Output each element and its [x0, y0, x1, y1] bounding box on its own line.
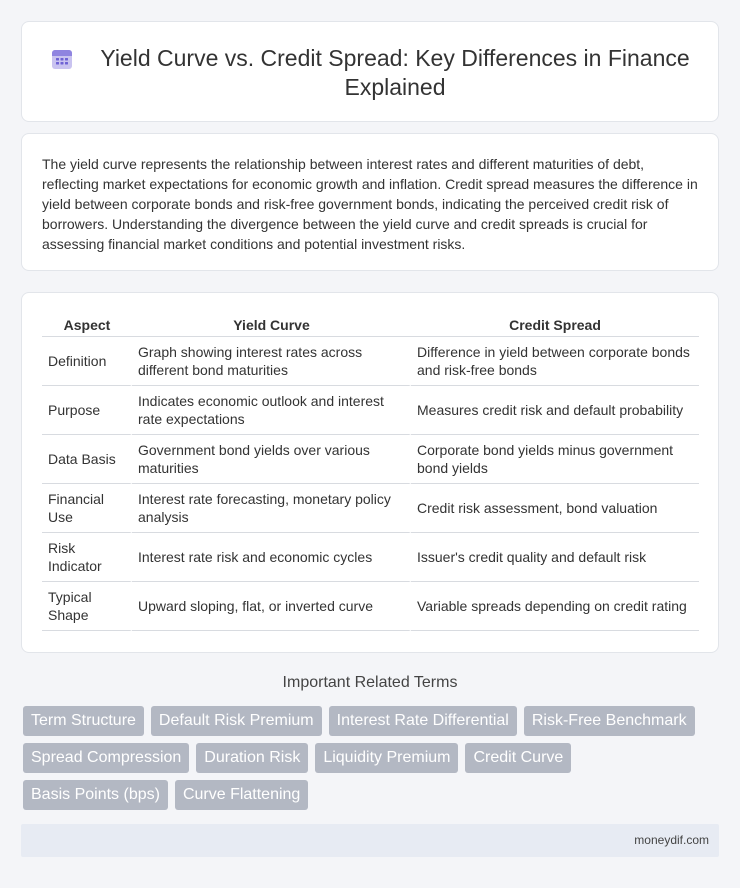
row-yield-curve: Interest rate risk and economic cycles [132, 533, 411, 582]
row-yield-curve: Government bond yields over various maturities [132, 435, 411, 484]
row-aspect: Financial Use [42, 484, 132, 533]
header-card [21, 21, 719, 122]
footer-site-link[interactable]: moneydif.com [634, 833, 709, 847]
related-term-tag[interactable]: Default Risk Premium [151, 706, 322, 736]
table-row [42, 582, 699, 631]
row-credit-spread: Measures credit risk and default probability [411, 386, 699, 435]
related-terms-list [23, 706, 723, 810]
intro-paragraph: The yield curve represents the relationship between interest rates and different maturities of debt, reflecting market expectations for economic growth and inflation. Credit spread measures the difference in yield between corporate bonds and risk-free government bonds, indicating the perceived credit risk of borrowers. Understanding the divergence between the yield curve and credit spreads is crucial for assessing financial market conditions and potential investment risks. [42, 156, 698, 252]
row-credit-spread: Variable spreads depending on credit rating [411, 582, 699, 631]
header-credit-spread: Credit Spread [411, 313, 699, 337]
table-row [42, 484, 699, 533]
row-aspect: Typical Shape [42, 582, 132, 631]
comparison-card [21, 292, 719, 653]
intro-card [21, 133, 719, 271]
footer-bar [21, 824, 719, 857]
row-yield-curve: Interest rate forecasting, monetary policy analysis [132, 484, 411, 533]
row-aspect: Risk Indicator [42, 533, 132, 582]
row-credit-spread: Credit risk assessment, bond valuation [411, 484, 699, 533]
header-aspect: Aspect [42, 313, 132, 337]
row-aspect: Purpose [42, 386, 132, 435]
related-term-tag[interactable]: Duration Risk [196, 743, 308, 773]
related-term-tag[interactable]: Credit Curve [465, 743, 571, 773]
row-credit-spread: Corporate bond yields minus government bond yields [411, 435, 699, 484]
related-term-tag[interactable]: Liquidity Premium [315, 743, 458, 773]
related-term-tag[interactable]: Risk-Free Benchmark [524, 706, 695, 736]
header-yield-curve: Yield Curve [132, 313, 411, 337]
page-title: Yield Curve vs. Credit Spread: Key Differences in Finance Explained [100, 45, 690, 100]
related-term-tag[interactable]: Basis Points (bps) [23, 780, 168, 810]
row-yield-curve: Graph showing interest rates across different bond maturities [132, 337, 411, 386]
row-aspect: Definition [42, 337, 132, 386]
table-row [42, 533, 699, 582]
row-yield-curve: Indicates economic outlook and interest rate expectations [132, 386, 411, 435]
related-term-tag[interactable]: Term Structure [23, 706, 144, 736]
table-row [42, 337, 699, 386]
comparison-table [42, 313, 699, 631]
table-row [42, 435, 699, 484]
table-header-row [42, 313, 699, 337]
related-term-tag[interactable]: Spread Compression [23, 743, 189, 773]
row-credit-spread: Issuer's credit quality and default risk [411, 533, 699, 582]
row-yield-curve: Upward sloping, flat, or inverted curve [132, 582, 411, 631]
row-aspect: Data Basis [42, 435, 132, 484]
related-term-tag[interactable]: Curve Flattening [175, 780, 308, 810]
row-credit-spread: Difference in yield between corporate bonds and risk-free bonds [411, 337, 699, 386]
related-term-tag[interactable]: Interest Rate Differential [329, 706, 517, 736]
related-terms-title: Important Related Terms [282, 674, 458, 691]
table-row [42, 386, 699, 435]
